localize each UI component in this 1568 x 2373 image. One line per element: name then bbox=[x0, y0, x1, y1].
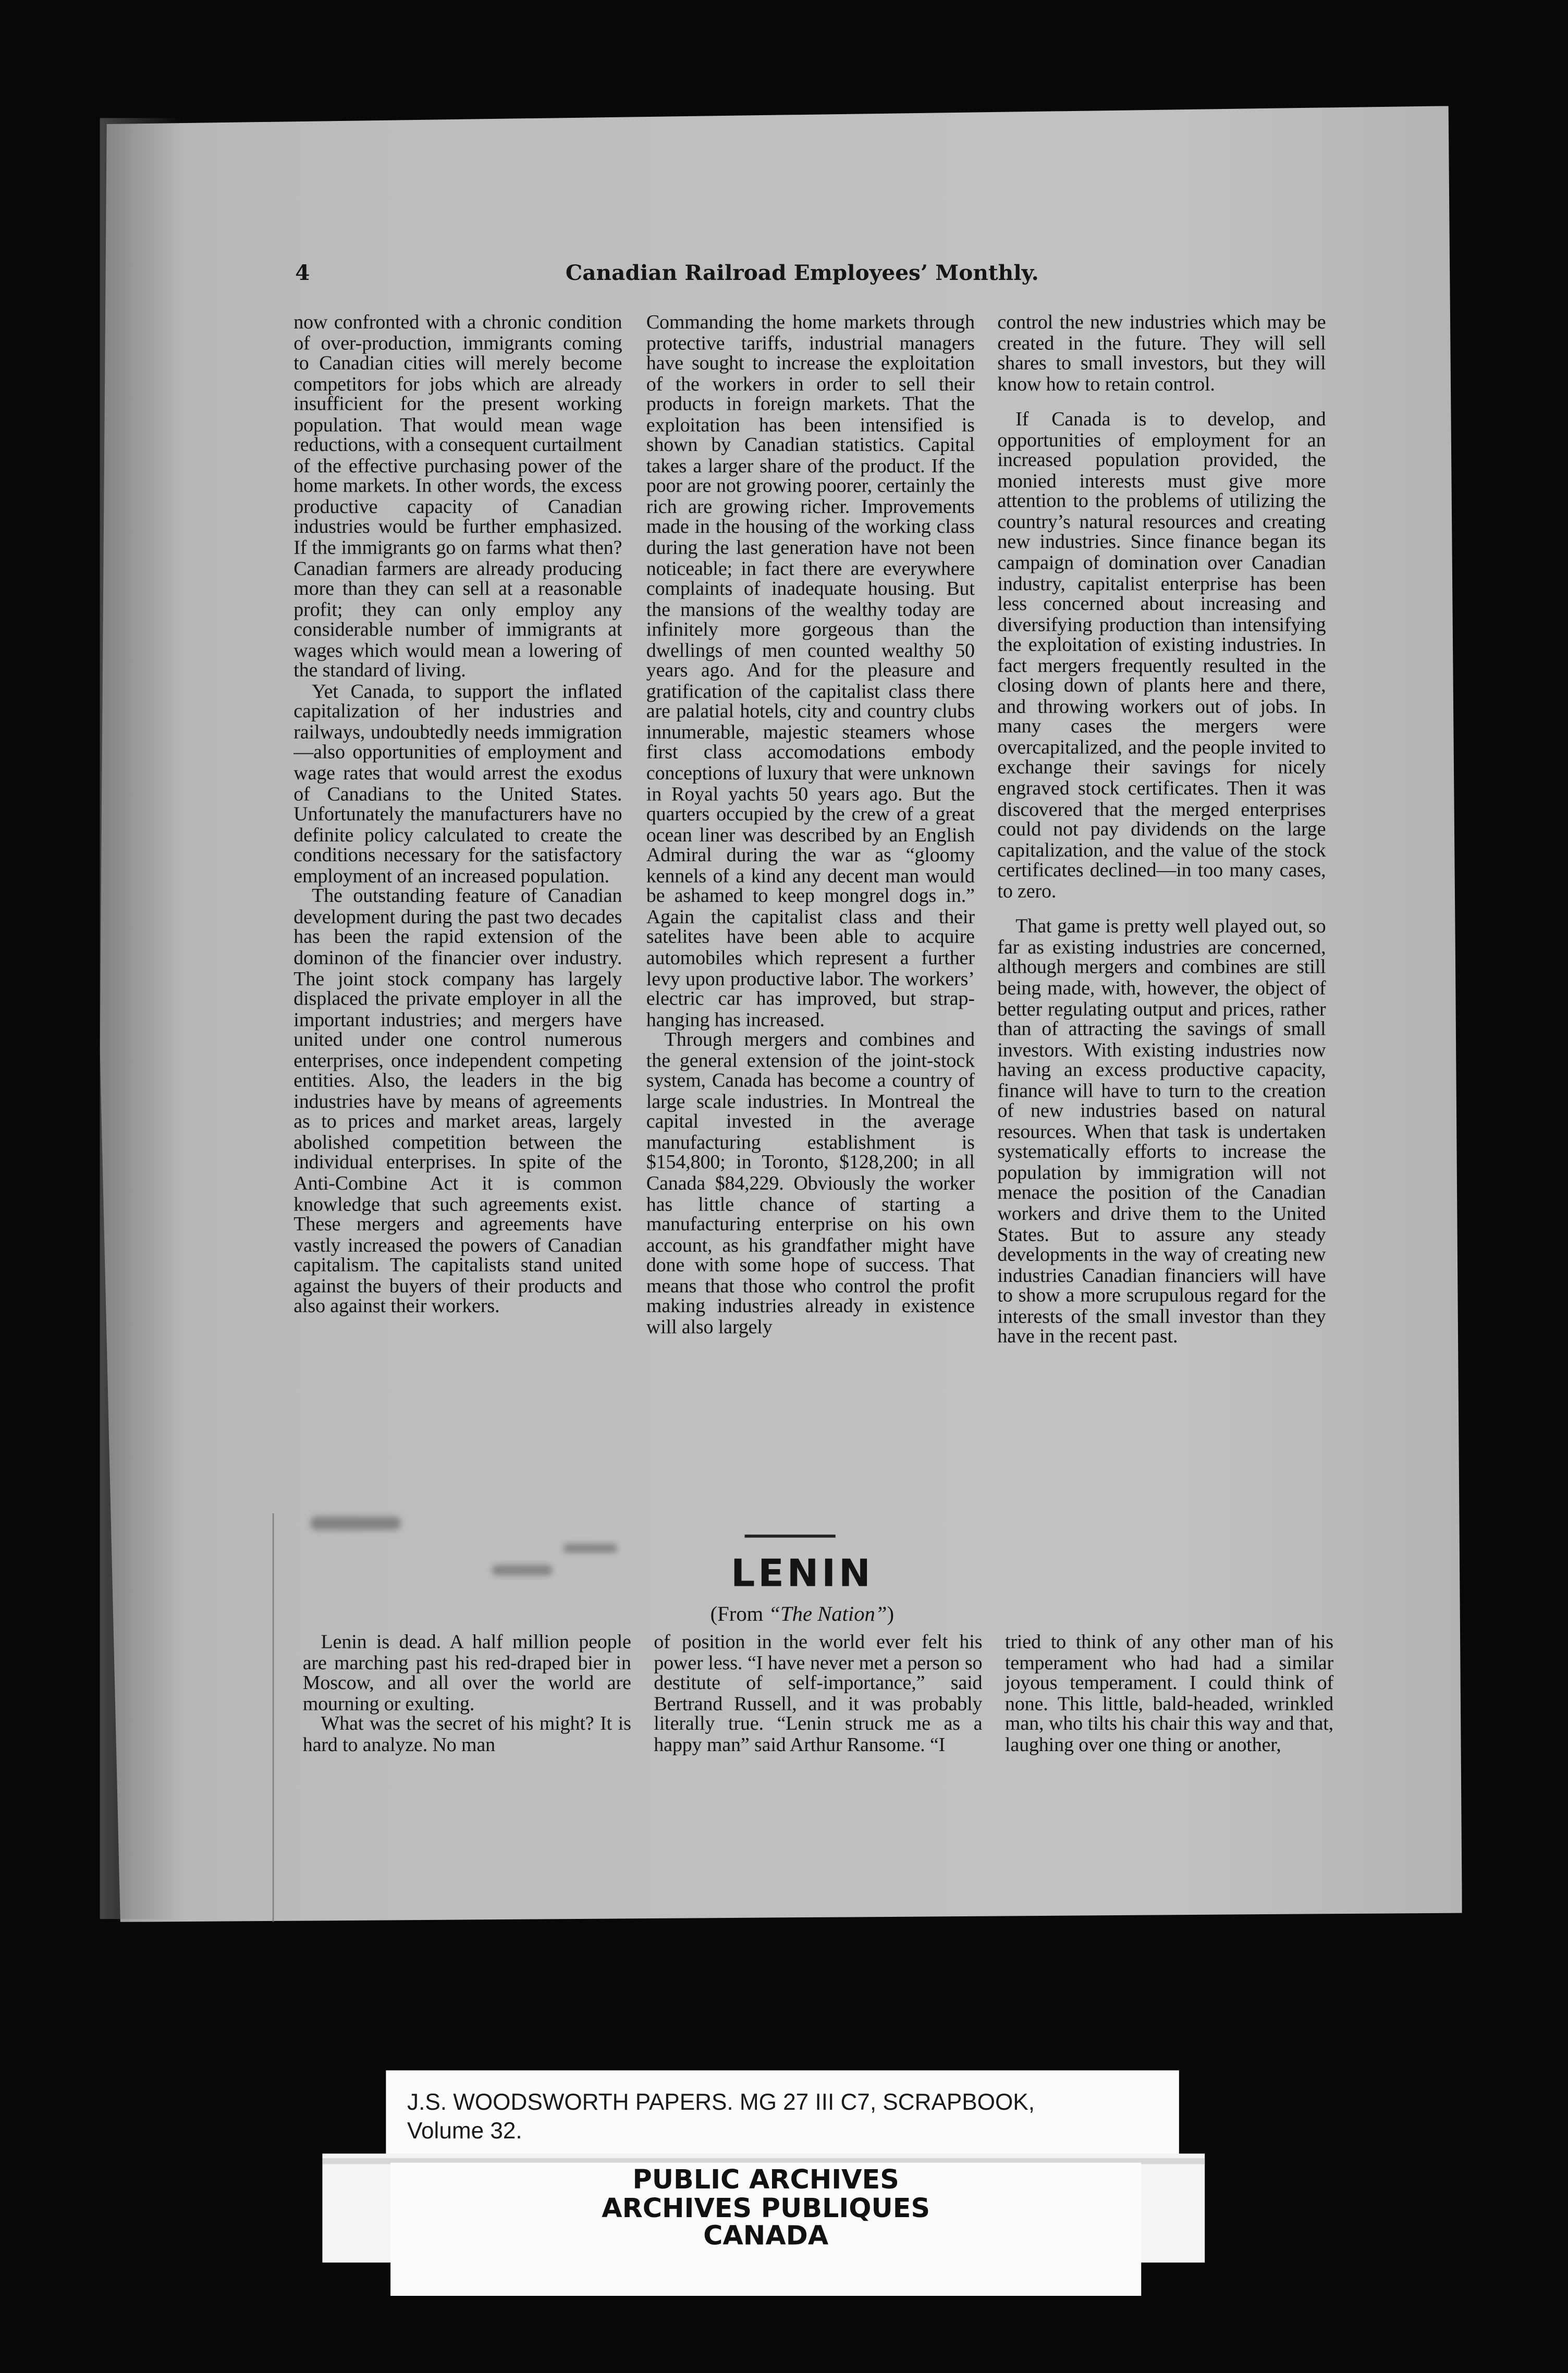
paragraph: The outstanding feature of Canadian development during the past two decades has been the rapid extension of the dominon of the financier over industry. The joint stock company has largely displaced the private employer in all the important industries; and mergers have united under one control numerous enterprises, once independent competing entities. Also, the leaders in the big industries have by means of agreements as to prices and market areas, largely abolished competition between the individual enterprises. In spite of the Anti-Combine Act it is common knowledge that such agreements exist. These mergers and agreements have vastly increased the powers of Canadian capitalism. The capitalists stand united against the buyers of their products and also against their workers. bbox=[293, 884, 622, 1317]
source-name: “The Nation” bbox=[768, 1604, 887, 1627]
archive-reference-line-2: Volume 32. bbox=[407, 2119, 522, 2145]
article-source bbox=[575, 1604, 1029, 1628]
page-number: 4 bbox=[295, 262, 310, 286]
paragraph: control the new industries which may be created in the future. They will sell shares to small investors, but they will know how to retain control. bbox=[997, 310, 1326, 395]
paragraph: tried to think of any other man of his temperament who had had a similar joyous temperament. I could think of none. This little, bald-headed, wrinkled man, who tilts his chair this way and that, laughing over one thing or another, bbox=[1005, 1630, 1333, 1755]
archive-reference-label bbox=[386, 2070, 1179, 2161]
paragraph: Lenin is dead. A half million people are marching past his red-draped bier in Moscow, and all over the world are mourning or exulting. bbox=[302, 1630, 631, 1715]
top-article-column-3 bbox=[997, 312, 1326, 1347]
paragraph: now confronted with a chronic condition of over-production, immigrants coming to Canadian cities will merely become competitors for jobs which are already insufficient for the present working population. That would mean wage reductions, with a consequent curtailment of the effective purchasing power of the home markets. In other words, the excess productive capacity of Canadian industries would be further emphasized. If the immigrants go on farms what then? Canadian farmers are already producing more than they can sell at a reasonable profit; they can only employ any considerable number of immigrants at wages which would mean a lowering of the standard of living. bbox=[293, 310, 622, 682]
running-head: Canadian Railroad Employees’ Monthly. bbox=[565, 262, 1039, 286]
archive-stamp-line-3: CANADA bbox=[703, 2221, 829, 2252]
lenin-column-1 bbox=[303, 1632, 631, 1755]
archive-stamp-line-2: ARCHIVES PUBLIQUES bbox=[602, 2194, 930, 2224]
lenin-column-3 bbox=[1005, 1632, 1333, 1755]
paragraph: That game is pretty well played out, so far as existing industries are concerned, although mergers and combines are still being made, with, however, the object of better regulating output and prices, rather than of attracting the savings of small investors. With existing industries now having an excess productive capacity, finance will have to turn to the creation of new industries based on natural resources. When that task is undertaken systematically efforts to increase the population by immigration will not menace the position of the Canadian workers and drive them to the United States. But to assure any steady developments in the way of creating new industries Canadian financiers will have to show a more scrupulous regard for the interests of the small investor than they have in the recent past. bbox=[997, 914, 1326, 1348]
paragraph: What was the secret of his might? It is hard to analyze. No man bbox=[302, 1711, 631, 1755]
archive-stamp-line-1: PUBLIC ARCHIVES bbox=[632, 2166, 899, 2196]
ink-smudge bbox=[492, 1565, 553, 1575]
source-open: (From bbox=[710, 1604, 769, 1627]
paragraph: of position in the world ever felt his power less. “I have never met a person so destitute of self-importance,” said Bertrand Russell, and it was probably literally true. “Lenin struck me as a happy man” said Arthur Ransome. “I bbox=[654, 1630, 983, 1755]
source-close: ) bbox=[887, 1604, 895, 1627]
lenin-column-2 bbox=[654, 1632, 982, 1755]
article-title: LENIN bbox=[731, 1551, 874, 1595]
top-article-column-2 bbox=[646, 312, 975, 1337]
archive-stamp bbox=[390, 2167, 1141, 2251]
paper-shadow-edge bbox=[100, 118, 182, 1919]
column-rule bbox=[745, 1535, 836, 1537]
paragraph: Commanding the home markets through protective tariffs, industrial managers have sought to increase the exploitation of the workers in order to sell their products in foreign markets. That the exploitation has been intensified is shown by Canadian statistics. Capital takes a larger share of the product. If the poor are not growing poorer, certainly the rich are growing richer. Improvements made in the housing of the working class during the last generation have not been noticeable; in fact there are everywhere complaints of inadequate housing. But the mansions of the wealthy today are infinitely more gorgeous than the dwellings of men counted wealthy 50 years ago. And for the pleasure and gratification of the capitalist class there are palatial hotels, city and country clubs innumerable, majestic steamers whose first class accomodations embody conceptions of luxury that were unknown in Royal yachts 50 years ago. But the quarters occupied by the crew of a great ocean liner was described by an English Admiral during the war as “gloomy kennels of a kind any decent man would be ashamed to keep mongrel dogs in.” Again the capitalist class and their satelites have been able to acquire automobiles which represent a further levy upon productive labor. The workers’ electric car has improved, but strap-hanging has increased. bbox=[646, 310, 975, 1030]
ink-smudge bbox=[310, 1516, 401, 1530]
top-article-column-1 bbox=[293, 312, 622, 1316]
paper-fold-mark bbox=[273, 1513, 296, 1922]
paragraph: Yet Canada, to support the inflated capitalization of her industries and railways, undoubtedly needs immigration—also opportunities of employment and wage rates that would arrest the exodus of Canadians to the United States. Unfortunately the manufacturers have no definite policy calculated to create the conditions necessary for the satisfactory employment of an increased population. bbox=[293, 679, 622, 887]
archive-reference-line-1: J.S. WOODSWORTH PAPERS. MG 27 III C7, SCRAPBOOK, bbox=[407, 2090, 1035, 2116]
paragraph: Through mergers and combines and the general extension of the joint-stock system, Canada has become a country of large scale industries. In Montreal the capital invested in the average manufacturing establishment is $154,800; in Toronto, $128,200; in all Canada $84,229. Obviously the worker has little chance of starting a manufacturing enterprise on his own account, as his grandfather might have done with some hope of success. That means that those who control the profit making industries already in existence will also largely bbox=[646, 1028, 975, 1338]
paragraph: If Canada is to develop, and opportunities of employment for an increased population provided, the monied interests must give more attention to the problems of utilizing the country’s natural resources and creating new industries. Since finance began its campaign of domination over Canadian industry, capitalist enterprise has been less concerned about increasing and diversifying production than intensifying the exploitation of existing industries. In fact mergers frequently resulted in the closing down of plants here and there, and throwing workers out of jobs. In many cases the mergers were overcapitalized, and the people invited to exchange their savings for nicely engraved stock certificates. Then it was discovered that the merged enterprises could not pay dividends on the large capitalization, and the value of the stock certificates declined—in too many cases, to zero. bbox=[997, 407, 1326, 902]
